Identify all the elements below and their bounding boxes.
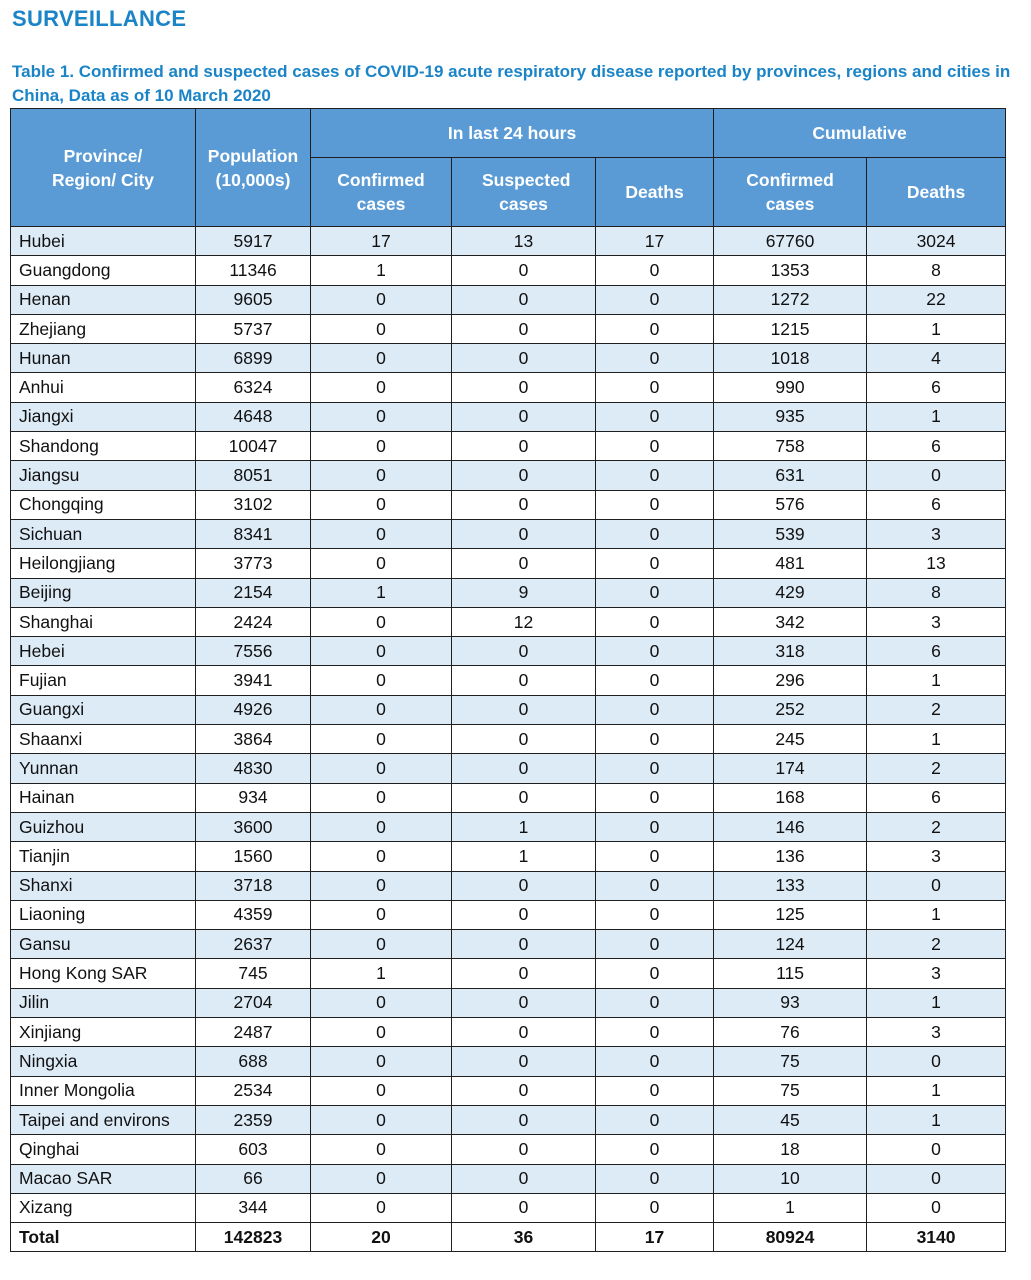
- table-caption: Table 1. Confirmed and suspected cases of COVID-19 acute respiratory disease reported by provinces, regions and cities in China, Data as of 10 March 2020: [12, 62, 1011, 105]
- cell-last24-suspected: 0: [452, 1018, 596, 1047]
- table-row: [11, 607, 1006, 636]
- table-row: [11, 812, 1006, 841]
- cell-last24-deaths: 0: [596, 725, 714, 754]
- table-row: [11, 1135, 1006, 1164]
- cell-last24-suspected: 0: [452, 402, 596, 431]
- cell-last24-deaths: 0: [596, 578, 714, 607]
- cell-last24-deaths: 0: [596, 695, 714, 724]
- cell-province: Taipei and environs: [11, 1105, 196, 1134]
- cell-last24-deaths: 0: [596, 1135, 714, 1164]
- cell-province: Heilongjiang: [11, 549, 196, 578]
- cell-last24-confirmed: 0: [311, 1135, 452, 1164]
- cell-population: 2424: [196, 607, 311, 636]
- table-row: [11, 1047, 1006, 1076]
- cell-province: Gansu: [11, 930, 196, 959]
- cell-cumulative-confirmed: 539: [714, 519, 867, 548]
- cell-province: Jiangxi: [11, 402, 196, 431]
- cell-last24-suspected: 0: [452, 344, 596, 373]
- cell-last24-deaths: 0: [596, 344, 714, 373]
- cell-province: Anhui: [11, 373, 196, 402]
- cell-cumulative-confirmed: 758: [714, 432, 867, 461]
- cell-cumulative-deaths: 22: [867, 285, 1006, 314]
- cell-last24-suspected: 0: [452, 1135, 596, 1164]
- cell-population: 603: [196, 1135, 311, 1164]
- header-cumulative-deaths: Deaths: [867, 158, 1006, 227]
- cell-population: 3600: [196, 812, 311, 841]
- cell-last24-deaths: 0: [596, 461, 714, 490]
- cell-population: 11346: [196, 256, 311, 285]
- cell-last24-confirmed: 0: [311, 1193, 452, 1222]
- covid-cases-table: [10, 108, 1006, 1252]
- cell-last24-suspected: 1: [452, 842, 596, 871]
- total-last24-deaths: 17: [596, 1223, 714, 1252]
- cell-last24-deaths: 0: [596, 432, 714, 461]
- cell-cumulative-deaths: 3024: [867, 227, 1006, 256]
- cell-province: Xinjiang: [11, 1018, 196, 1047]
- cell-cumulative-confirmed: 1: [714, 1193, 867, 1222]
- cell-cumulative-deaths: 3: [867, 959, 1006, 988]
- cell-population: 3102: [196, 490, 311, 519]
- cell-last24-suspected: 0: [452, 314, 596, 343]
- cell-last24-suspected: 0: [452, 637, 596, 666]
- cell-last24-suspected: 0: [452, 549, 596, 578]
- cell-population: 3864: [196, 725, 311, 754]
- section-title: SURVEILLANCE: [12, 6, 187, 31]
- cell-last24-confirmed: 0: [311, 754, 452, 783]
- table-row: [11, 344, 1006, 373]
- cell-cumulative-confirmed: 18: [714, 1135, 867, 1164]
- cell-province: Jilin: [11, 988, 196, 1017]
- cell-last24-suspected: 1: [452, 812, 596, 841]
- cell-last24-suspected: 0: [452, 490, 596, 519]
- table-row: [11, 549, 1006, 578]
- cell-cumulative-deaths: 1: [867, 666, 1006, 695]
- cell-last24-confirmed: 0: [311, 988, 452, 1017]
- cell-last24-suspected: 13: [452, 227, 596, 256]
- cell-province: Shanxi: [11, 871, 196, 900]
- cell-cumulative-confirmed: 1272: [714, 285, 867, 314]
- total-province: Total: [11, 1223, 196, 1252]
- cell-last24-deaths: 0: [596, 256, 714, 285]
- cell-last24-suspected: 0: [452, 1047, 596, 1076]
- table-row: [11, 432, 1006, 461]
- cell-cumulative-deaths: 0: [867, 1164, 1006, 1193]
- table-row: [11, 871, 1006, 900]
- cell-last24-deaths: 0: [596, 1105, 714, 1134]
- cell-cumulative-deaths: 0: [867, 461, 1006, 490]
- cell-last24-suspected: 0: [452, 1076, 596, 1105]
- cell-last24-deaths: 0: [596, 1076, 714, 1105]
- cell-cumulative-confirmed: 174: [714, 754, 867, 783]
- cell-last24-confirmed: 0: [311, 344, 452, 373]
- cell-last24-confirmed: 0: [311, 461, 452, 490]
- cell-last24-deaths: 0: [596, 930, 714, 959]
- cell-last24-deaths: 0: [596, 959, 714, 988]
- cell-population: 934: [196, 783, 311, 812]
- table-row: [11, 637, 1006, 666]
- table-row: [11, 725, 1006, 754]
- cell-population: 8341: [196, 519, 311, 548]
- cell-province: Guizhou: [11, 812, 196, 841]
- cell-cumulative-confirmed: 990: [714, 373, 867, 402]
- cell-population: 3941: [196, 666, 311, 695]
- cell-province: Inner Mongolia: [11, 1076, 196, 1105]
- cell-cumulative-confirmed: 342: [714, 607, 867, 636]
- cell-population: 344: [196, 1193, 311, 1222]
- cell-cumulative-confirmed: 296: [714, 666, 867, 695]
- cell-last24-confirmed: 0: [311, 842, 452, 871]
- cell-cumulative-deaths: 1: [867, 402, 1006, 431]
- cell-cumulative-confirmed: 252: [714, 695, 867, 724]
- cell-last24-deaths: 0: [596, 783, 714, 812]
- cell-population: 66: [196, 1164, 311, 1193]
- cell-province: Hebei: [11, 637, 196, 666]
- cell-cumulative-deaths: 3: [867, 607, 1006, 636]
- cell-population: 2154: [196, 578, 311, 607]
- cell-cumulative-deaths: 2: [867, 812, 1006, 841]
- header-24h-confirmed: Confirmed cases: [311, 158, 452, 227]
- cell-province: Hainan: [11, 783, 196, 812]
- table-body: [11, 227, 1006, 1252]
- cell-province: Fujian: [11, 666, 196, 695]
- cell-cumulative-confirmed: 115: [714, 959, 867, 988]
- cell-cumulative-confirmed: 1018: [714, 344, 867, 373]
- cell-last24-confirmed: 0: [311, 519, 452, 548]
- cell-last24-suspected: 0: [452, 988, 596, 1017]
- table-row: [11, 988, 1006, 1017]
- total-last24-confirmed: 20: [311, 1223, 452, 1252]
- cell-last24-suspected: 0: [452, 695, 596, 724]
- cell-last24-deaths: 0: [596, 754, 714, 783]
- cell-province: Sichuan: [11, 519, 196, 548]
- cell-cumulative-deaths: 6: [867, 373, 1006, 402]
- cell-province: Hunan: [11, 344, 196, 373]
- cell-last24-deaths: 0: [596, 812, 714, 841]
- cell-population: 2487: [196, 1018, 311, 1047]
- cell-cumulative-confirmed: 935: [714, 402, 867, 431]
- table-header: [11, 109, 1006, 227]
- table-row: [11, 695, 1006, 724]
- cell-last24-suspected: 0: [452, 285, 596, 314]
- cell-population: 7556: [196, 637, 311, 666]
- cell-last24-suspected: 0: [452, 900, 596, 929]
- table-row: [11, 519, 1006, 548]
- cell-cumulative-deaths: 0: [867, 1135, 1006, 1164]
- cell-last24-confirmed: 0: [311, 930, 452, 959]
- table-row: [11, 1164, 1006, 1193]
- cell-last24-confirmed: 0: [311, 1018, 452, 1047]
- header-last-24-hours: In last 24 hours: [311, 109, 714, 158]
- cell-cumulative-confirmed: 125: [714, 900, 867, 929]
- cell-last24-suspected: 12: [452, 607, 596, 636]
- cell-last24-confirmed: 0: [311, 783, 452, 812]
- table-row: [11, 256, 1006, 285]
- cell-last24-deaths: 0: [596, 988, 714, 1017]
- cell-population: 4359: [196, 900, 311, 929]
- cell-last24-suspected: 0: [452, 783, 596, 812]
- cell-last24-deaths: 0: [596, 900, 714, 929]
- cell-province: Hong Kong SAR: [11, 959, 196, 988]
- cell-cumulative-deaths: 3: [867, 842, 1006, 871]
- table-row: [11, 1076, 1006, 1105]
- cell-province: Hubei: [11, 227, 196, 256]
- cell-last24-deaths: 0: [596, 1164, 714, 1193]
- total-population: 142823: [196, 1223, 311, 1252]
- cell-last24-suspected: 0: [452, 519, 596, 548]
- cell-province: Henan: [11, 285, 196, 314]
- cell-last24-confirmed: 0: [311, 1164, 452, 1193]
- cell-last24-confirmed: 0: [311, 490, 452, 519]
- cell-last24-suspected: 0: [452, 725, 596, 754]
- cell-last24-suspected: 0: [452, 432, 596, 461]
- cell-cumulative-deaths: 1: [867, 1076, 1006, 1105]
- cell-population: 688: [196, 1047, 311, 1076]
- table-row: [11, 402, 1006, 431]
- cell-last24-confirmed: 0: [311, 285, 452, 314]
- cell-population: 745: [196, 959, 311, 988]
- cell-province: Guangxi: [11, 695, 196, 724]
- cell-cumulative-confirmed: 124: [714, 930, 867, 959]
- cell-cumulative-deaths: 0: [867, 871, 1006, 900]
- table-row: [11, 373, 1006, 402]
- cell-province: Yunnan: [11, 754, 196, 783]
- table-row: [11, 930, 1006, 959]
- cell-last24-confirmed: 0: [311, 1105, 452, 1134]
- cell-last24-suspected: 9: [452, 578, 596, 607]
- table-row: [11, 783, 1006, 812]
- cell-last24-confirmed: 0: [311, 900, 452, 929]
- cell-cumulative-deaths: 6: [867, 637, 1006, 666]
- cell-last24-suspected: 0: [452, 373, 596, 402]
- cell-cumulative-confirmed: 1353: [714, 256, 867, 285]
- table-row: [11, 842, 1006, 871]
- cell-cumulative-deaths: 2: [867, 930, 1006, 959]
- cell-cumulative-confirmed: 75: [714, 1076, 867, 1105]
- cell-last24-confirmed: 0: [311, 1076, 452, 1105]
- table-row: [11, 1193, 1006, 1222]
- table-row: [11, 1018, 1006, 1047]
- cell-population: 10047: [196, 432, 311, 461]
- cell-population: 4926: [196, 695, 311, 724]
- table-row: [11, 490, 1006, 519]
- cell-province: Qinghai: [11, 1135, 196, 1164]
- cell-cumulative-confirmed: 45: [714, 1105, 867, 1134]
- table-row: [11, 227, 1006, 256]
- table-row: [11, 754, 1006, 783]
- cell-last24-confirmed: 0: [311, 402, 452, 431]
- cell-last24-suspected: 0: [452, 461, 596, 490]
- cell-population: 4830: [196, 754, 311, 783]
- cell-cumulative-confirmed: 146: [714, 812, 867, 841]
- cell-province: Liaoning: [11, 900, 196, 929]
- cell-cumulative-confirmed: 429: [714, 578, 867, 607]
- table-row: [11, 578, 1006, 607]
- cell-last24-suspected: 0: [452, 930, 596, 959]
- cell-population: 1560: [196, 842, 311, 871]
- cell-province: Tianjin: [11, 842, 196, 871]
- table-row: [11, 1105, 1006, 1134]
- cell-last24-confirmed: 17: [311, 227, 452, 256]
- table-row: [11, 900, 1006, 929]
- cell-cumulative-confirmed: 75: [714, 1047, 867, 1076]
- cell-last24-confirmed: 0: [311, 695, 452, 724]
- total-cumulative-deaths: 3140: [867, 1223, 1006, 1252]
- cell-last24-suspected: 0: [452, 959, 596, 988]
- table-row: [11, 666, 1006, 695]
- cell-cumulative-deaths: 8: [867, 256, 1006, 285]
- header-24h-deaths: Deaths: [596, 158, 714, 227]
- cell-province: Chongqing: [11, 490, 196, 519]
- total-last24-suspected: 36: [452, 1223, 596, 1252]
- cell-cumulative-deaths: 1: [867, 725, 1006, 754]
- cell-province: Macao SAR: [11, 1164, 196, 1193]
- cell-last24-deaths: 0: [596, 1018, 714, 1047]
- cell-last24-suspected: 0: [452, 666, 596, 695]
- cell-cumulative-deaths: 1: [867, 988, 1006, 1017]
- cell-last24-confirmed: 0: [311, 666, 452, 695]
- cell-last24-confirmed: 0: [311, 549, 452, 578]
- cell-cumulative-confirmed: 576: [714, 490, 867, 519]
- cell-last24-confirmed: 0: [311, 432, 452, 461]
- cell-cumulative-deaths: 1: [867, 1105, 1006, 1134]
- header-cumulative: Cumulative: [714, 109, 1006, 158]
- cell-cumulative-deaths: 6: [867, 783, 1006, 812]
- cell-last24-deaths: 0: [596, 607, 714, 636]
- cell-last24-confirmed: 0: [311, 373, 452, 402]
- header-cumulative-confirmed: Confirmed cases: [714, 158, 867, 227]
- cell-last24-deaths: 0: [596, 666, 714, 695]
- cell-cumulative-deaths: 13: [867, 549, 1006, 578]
- table-row: [11, 959, 1006, 988]
- cell-last24-confirmed: 0: [311, 871, 452, 900]
- cell-last24-deaths: 0: [596, 1047, 714, 1076]
- header-province: Province/ Region/ City: [11, 109, 196, 227]
- cell-province: Shandong: [11, 432, 196, 461]
- cell-last24-suspected: 0: [452, 871, 596, 900]
- cell-cumulative-confirmed: 136: [714, 842, 867, 871]
- cell-province: Jiangsu: [11, 461, 196, 490]
- cell-cumulative-confirmed: 245: [714, 725, 867, 754]
- cell-cumulative-deaths: 1: [867, 900, 1006, 929]
- cell-cumulative-deaths: 3: [867, 519, 1006, 548]
- cell-cumulative-confirmed: 93: [714, 988, 867, 1017]
- cell-population: 8051: [196, 461, 311, 490]
- cell-cumulative-confirmed: 133: [714, 871, 867, 900]
- cell-cumulative-confirmed: 318: [714, 637, 867, 666]
- cell-cumulative-confirmed: 1215: [714, 314, 867, 343]
- cell-last24-deaths: 0: [596, 549, 714, 578]
- cell-population: 2534: [196, 1076, 311, 1105]
- cell-last24-suspected: 0: [452, 1164, 596, 1193]
- cell-population: 6899: [196, 344, 311, 373]
- cell-population: 2704: [196, 988, 311, 1017]
- cell-province: Beijing: [11, 578, 196, 607]
- cell-population: 2359: [196, 1105, 311, 1134]
- cell-last24-confirmed: 0: [311, 314, 452, 343]
- cell-province: Ningxia: [11, 1047, 196, 1076]
- cell-population: 3718: [196, 871, 311, 900]
- cell-last24-suspected: 0: [452, 1105, 596, 1134]
- header-24h-suspected: Suspected cases: [452, 158, 596, 227]
- header-population: Population (10,000s): [196, 109, 311, 227]
- cell-province: Guangdong: [11, 256, 196, 285]
- cell-population: 3773: [196, 549, 311, 578]
- cell-last24-deaths: 0: [596, 842, 714, 871]
- table-row: [11, 285, 1006, 314]
- total-row: [11, 1223, 1006, 1252]
- cell-last24-confirmed: 0: [311, 725, 452, 754]
- cell-last24-confirmed: 1: [311, 256, 452, 285]
- cell-cumulative-deaths: 6: [867, 490, 1006, 519]
- cell-population: 5737: [196, 314, 311, 343]
- table-row: [11, 461, 1006, 490]
- cell-last24-suspected: 0: [452, 256, 596, 285]
- cell-population: 6324: [196, 373, 311, 402]
- cell-cumulative-deaths: 1: [867, 314, 1006, 343]
- cell-cumulative-deaths: 6: [867, 432, 1006, 461]
- cell-cumulative-confirmed: 631: [714, 461, 867, 490]
- cell-cumulative-confirmed: 481: [714, 549, 867, 578]
- cell-last24-deaths: 0: [596, 285, 714, 314]
- cell-cumulative-confirmed: 67760: [714, 227, 867, 256]
- cell-last24-deaths: 0: [596, 1193, 714, 1222]
- cell-cumulative-deaths: 3: [867, 1018, 1006, 1047]
- cell-last24-deaths: 0: [596, 519, 714, 548]
- cell-cumulative-deaths: 0: [867, 1047, 1006, 1076]
- cell-cumulative-confirmed: 10: [714, 1164, 867, 1193]
- cell-last24-deaths: 0: [596, 871, 714, 900]
- cell-population: 2637: [196, 930, 311, 959]
- cell-province: Zhejiang: [11, 314, 196, 343]
- cell-province: Xizang: [11, 1193, 196, 1222]
- cell-last24-confirmed: 0: [311, 607, 452, 636]
- cell-last24-deaths: 0: [596, 314, 714, 343]
- cell-last24-deaths: 17: [596, 227, 714, 256]
- cell-last24-deaths: 0: [596, 490, 714, 519]
- cell-last24-confirmed: 0: [311, 812, 452, 841]
- cell-population: 4648: [196, 402, 311, 431]
- cell-last24-suspected: 0: [452, 1193, 596, 1222]
- cell-population: 9605: [196, 285, 311, 314]
- cell-cumulative-deaths: 4: [867, 344, 1006, 373]
- cell-cumulative-confirmed: 76: [714, 1018, 867, 1047]
- cell-cumulative-deaths: 0: [867, 1193, 1006, 1222]
- cell-last24-confirmed: 0: [311, 1047, 452, 1076]
- cell-last24-confirmed: 1: [311, 959, 452, 988]
- cell-cumulative-deaths: 2: [867, 754, 1006, 783]
- cell-last24-deaths: 0: [596, 373, 714, 402]
- cell-last24-deaths: 0: [596, 402, 714, 431]
- cell-last24-confirmed: 1: [311, 578, 452, 607]
- cell-cumulative-deaths: 8: [867, 578, 1006, 607]
- cell-cumulative-confirmed: 168: [714, 783, 867, 812]
- cell-last24-suspected: 0: [452, 754, 596, 783]
- cell-population: 5917: [196, 227, 311, 256]
- total-cumulative-confirmed: 80924: [714, 1223, 867, 1252]
- cell-cumulative-deaths: 2: [867, 695, 1006, 724]
- cell-last24-confirmed: 0: [311, 637, 452, 666]
- cell-province: Shaanxi: [11, 725, 196, 754]
- cell-province: Shanghai: [11, 607, 196, 636]
- table-row: [11, 314, 1006, 343]
- cell-last24-deaths: 0: [596, 637, 714, 666]
